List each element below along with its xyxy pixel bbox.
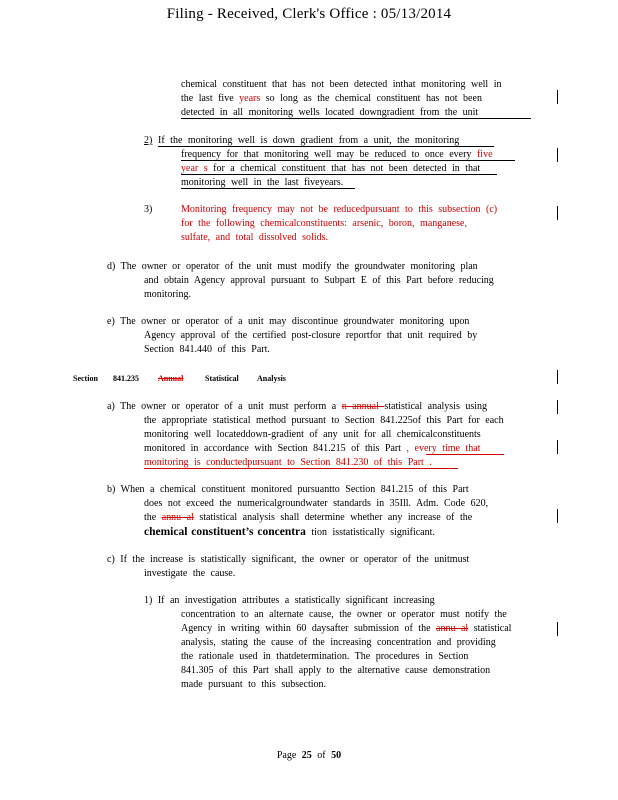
pc1-line-3-text: Agency in writing within 60 daysafter submission of the: [181, 623, 437, 634]
pc1-line-3-rest: statistical: [468, 623, 512, 634]
p2-line-2-text: frequency for that monitoring well may be reduced to once every: [181, 149, 477, 160]
p2-underline-4: [181, 188, 355, 189]
pd-line-1: d) The owner or operator of the unit must modify the groundwater monitoring plan: [107, 261, 478, 272]
change-bar: [557, 509, 558, 523]
pb-line-4-rest: tion isstatistically significant.: [305, 527, 435, 538]
p3-line-2: for the following chemicalconstituents: arsenic, boron, manganese,: [181, 218, 467, 229]
pa-line-1-rest: statistical analysis using: [384, 401, 488, 412]
section-title-analysis: Analysis: [257, 374, 286, 383]
pc1-line-7: made pursuant to this subsection.: [181, 679, 327, 690]
p2-inserted-year: year: [181, 163, 199, 174]
pc1-deleted-annual: annu al: [436, 623, 469, 634]
pc1-line-5: the rationale used in thatdetermination. The procedures in Section: [181, 651, 469, 662]
pb-chemical-concentration: chemical constituent’s concentra: [144, 526, 306, 538]
pa-deleted-annual: n annual: [341, 401, 385, 412]
pb-line-3-rest: statistical analysis shall determine whether any increase of the: [193, 512, 473, 523]
p2-underline-3: [181, 174, 497, 175]
pb-line-2: does not exceed the numericalgroundwater standards in 35Ill. Adm. Code 620,: [144, 498, 489, 509]
pb-deleted-annual: annu al: [161, 512, 194, 523]
change-bar: [557, 148, 558, 162]
p1-line-3: detected in all monitoring wells located downgradient from the unit: [181, 107, 479, 118]
p1-line-2-text: the last five: [181, 93, 240, 104]
pa-line-3: monitoring well locateddown-gradient of any unit for all chemicalconstituents: [144, 429, 481, 440]
pa-line-1: [107, 400, 487, 414]
change-bar: [557, 90, 558, 104]
pa-inserted-monitoring: monitoring is conductedpursuant to Section 841.230 of this Part: [144, 457, 424, 468]
pc1-line-3: [181, 622, 511, 636]
pc1-line-4: analysis, stating the cause of the increasing concentration and providing: [181, 637, 496, 648]
p2-inserted-five: five: [476, 149, 493, 160]
section-deleted-annual: Annual: [158, 374, 184, 383]
pe-line-2: Agency approval of the certified post-closure reportfor that unit required by: [144, 330, 478, 341]
pd-line-2: and obtain Agency approval pursuant to Subpart E of this Part before reducing: [144, 275, 494, 286]
change-bar: [557, 400, 558, 414]
pc1-line-6: 841.305 of this Part shall apply to the alternative cause demonstration: [181, 665, 491, 676]
pb-line-1: b) When a chemical constituent monitored pursuantto Section 841.215 of this Part: [107, 484, 469, 495]
change-bar: [557, 440, 558, 454]
pb-line-4: [144, 525, 435, 540]
pd-line-3: monitoring.: [144, 289, 191, 300]
footer-of-label: of: [317, 750, 326, 761]
page-footer: [0, 750, 618, 761]
p3-number: 3): [144, 204, 153, 215]
footer-total-pages: 50: [331, 750, 342, 761]
p2-underline-1: [158, 146, 494, 147]
pc-line-2: investigate the cause.: [144, 568, 236, 579]
section-number: 841.235: [113, 374, 139, 383]
p1-line-1: chemical constituent that has not been detected inthat monitoring well in: [181, 79, 502, 90]
p1-line-2-rest: so long as the chemical constituent has not been: [260, 93, 482, 104]
p2-line-1: If the monitoring well is down gradient from a unit, the monitoring: [158, 135, 460, 146]
p1-underline: [181, 118, 531, 119]
footer-page-label: Page: [276, 750, 297, 761]
section-title-statistical: Statistical: [205, 374, 239, 383]
p1-inserted-years: years: [239, 93, 261, 104]
pc-line-1: c) If the increase is statistically significant, the owner or operator of the unitmust: [107, 554, 470, 565]
pe-line-1: e) The owner or operator of a unit may discontinue groundwater monitoring upon: [107, 316, 470, 327]
pa-line-1-text: a) The owner or operator of a unit must perform a: [107, 401, 342, 412]
p2-line-3-rest: for a chemical constituent that has not been detected in that: [207, 163, 481, 174]
filing-header: Filing - Received, Clerk's Office : 05/13/2014: [166, 6, 452, 22]
p2-line-4: monitoring well in the last fiveyears.: [181, 177, 344, 188]
pa-line-2: the appropriate statistical method pursuant to Section 841.225of this Part for each: [144, 415, 504, 426]
change-bar: [557, 622, 558, 636]
section-label: Section: [73, 374, 98, 383]
pa-inserted-period: .: [423, 457, 432, 468]
p3-line-3: sulfate, and total dissolved solids.: [181, 232, 328, 243]
change-bar: [557, 206, 558, 220]
pa-underline-5: [144, 468, 458, 469]
pb-line-3-text: the: [144, 512, 162, 523]
p2-number: 2): [144, 135, 153, 146]
p2-inserted-s: s: [198, 163, 208, 174]
pc1-line-2: concentration to an alternate cause, the owner or operator must notify the: [181, 609, 507, 620]
pa-line-4-text: monitored in accordance with Section 841.215 of this Part: [144, 443, 407, 454]
footer-page-number: 25: [301, 750, 312, 761]
pc1-line-1: 1) If an investigation attributes a statistically significant increasing: [144, 595, 435, 606]
p1-line-2: [181, 92, 482, 106]
p2-underline-2: [181, 160, 515, 161]
pa-inserted-every-time: , every time that: [406, 443, 481, 454]
change-bar: [557, 370, 558, 384]
pe-line-3: Section 841.440 of this Part.: [144, 344, 270, 355]
p3-line-1: Monitoring frequency may not be reducedpursuant to this subsection (c): [181, 204, 498, 215]
pa-underline-4: [426, 454, 504, 455]
pb-line-3: [144, 511, 472, 525]
